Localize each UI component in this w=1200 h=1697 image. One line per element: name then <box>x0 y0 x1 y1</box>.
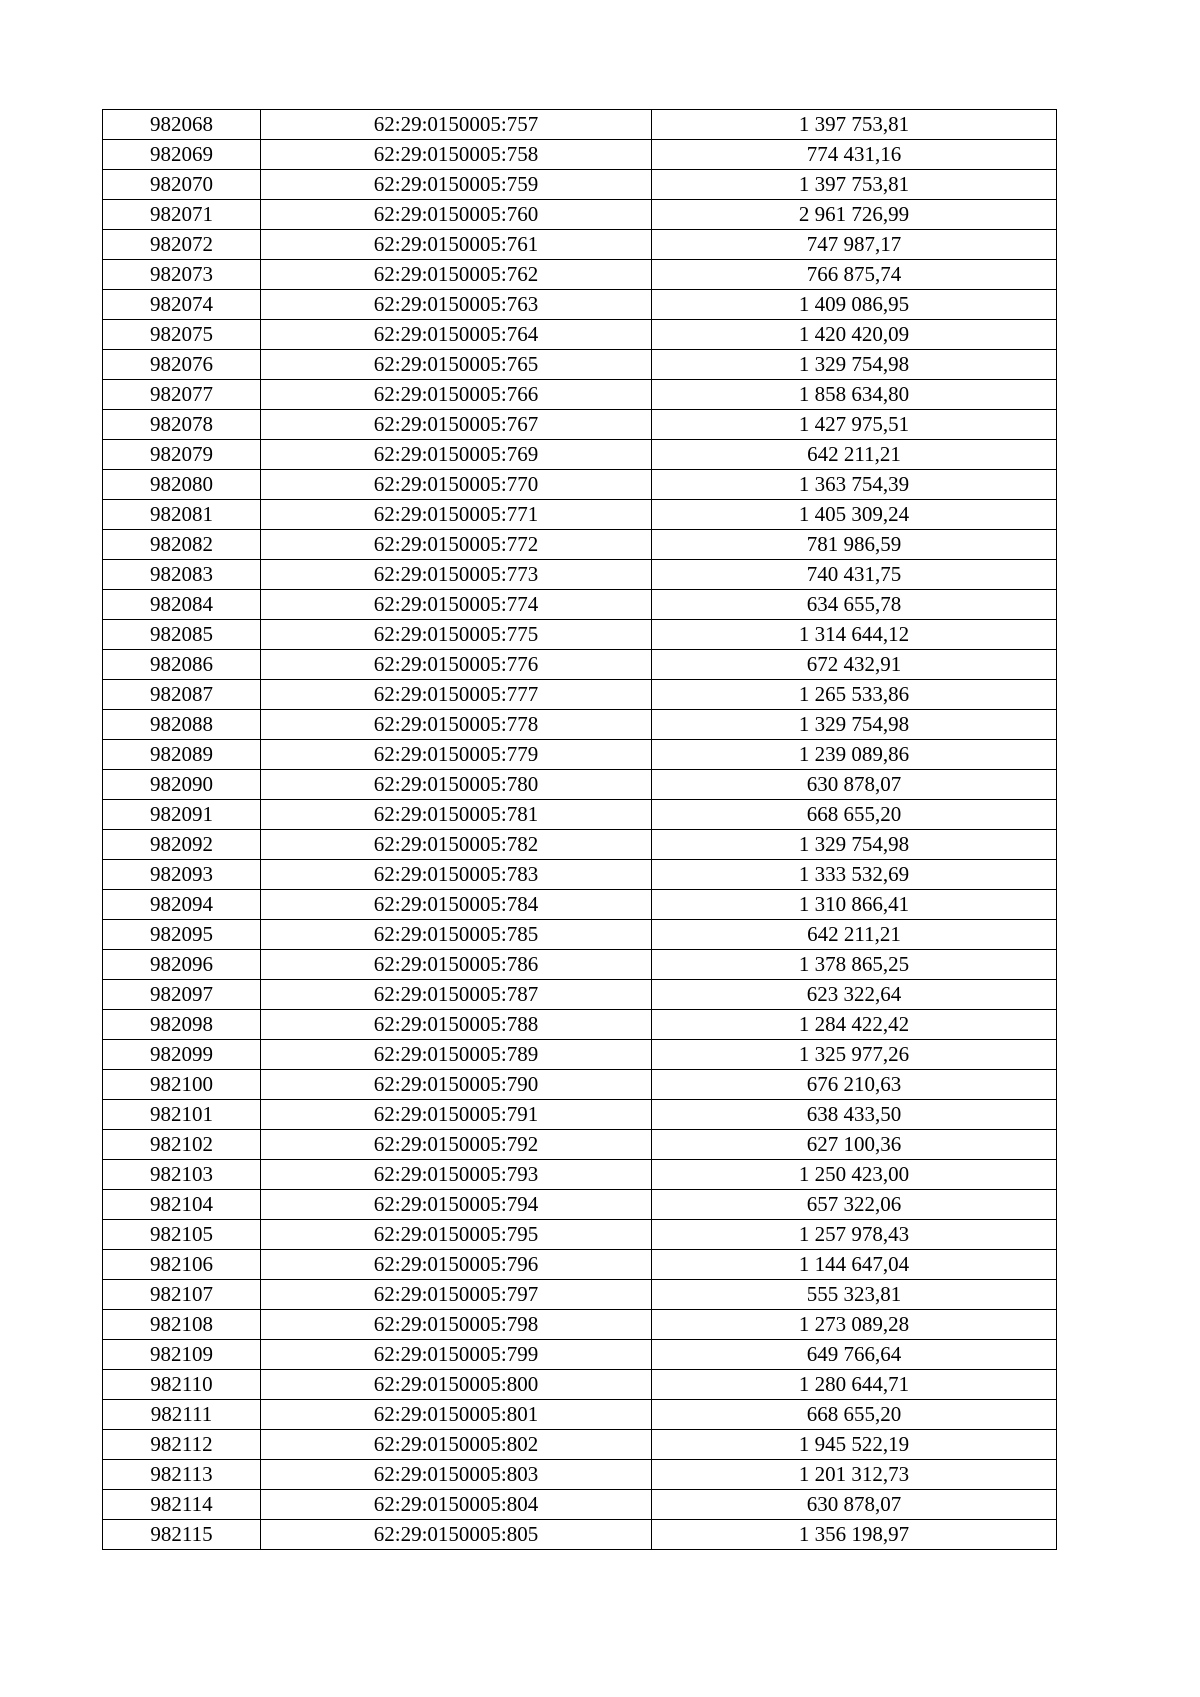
cadastral-value-cell: 1 397 753,81 <box>652 170 1057 200</box>
cadastral-value-cell: 630 878,07 <box>652 770 1057 800</box>
cadastral-number-cell: 62:29:0150005:793 <box>261 1160 652 1190</box>
table-row <box>103 680 1057 710</box>
row-number-cell: 982088 <box>103 710 261 740</box>
cadastral-value-cell: 1 284 422,42 <box>652 1010 1057 1040</box>
cadastral-number-cell: 62:29:0150005:771 <box>261 500 652 530</box>
cadastral-number-cell: 62:29:0150005:761 <box>261 230 652 260</box>
table-row <box>103 1340 1057 1370</box>
row-number-cell: 982106 <box>103 1250 261 1280</box>
cadastral-value-cell: 1 329 754,98 <box>652 830 1057 860</box>
table-row <box>103 470 1057 500</box>
row-number-cell: 982104 <box>103 1190 261 1220</box>
cadastral-number-cell: 62:29:0150005:758 <box>261 140 652 170</box>
cadastral-value-cell: 1 201 312,73 <box>652 1460 1057 1490</box>
row-number-cell: 982070 <box>103 170 261 200</box>
table-row <box>103 830 1057 860</box>
row-number-cell: 982093 <box>103 860 261 890</box>
table-row <box>103 920 1057 950</box>
cadastral-number-cell: 62:29:0150005:805 <box>261 1520 652 1550</box>
cadastral-number-cell: 62:29:0150005:772 <box>261 530 652 560</box>
table-row <box>103 980 1057 1010</box>
row-number-cell: 982074 <box>103 290 261 320</box>
table-row <box>103 1010 1057 1040</box>
cadastral-value-cell: 676 210,63 <box>652 1070 1057 1100</box>
cadastral-number-cell: 62:29:0150005:784 <box>261 890 652 920</box>
cadastral-value-cell: 1 363 754,39 <box>652 470 1057 500</box>
table-row <box>103 1160 1057 1190</box>
table-row <box>103 800 1057 830</box>
row-number-cell: 982092 <box>103 830 261 860</box>
row-number-cell: 982078 <box>103 410 261 440</box>
table-row <box>103 230 1057 260</box>
row-number-cell: 982098 <box>103 1010 261 1040</box>
row-number-cell: 982087 <box>103 680 261 710</box>
table-row <box>103 1460 1057 1490</box>
row-number-cell: 982111 <box>103 1400 261 1430</box>
cadastral-value-cell: 1 405 309,24 <box>652 500 1057 530</box>
row-number-cell: 982095 <box>103 920 261 950</box>
cadastral-number-cell: 62:29:0150005:802 <box>261 1430 652 1460</box>
table-row <box>103 1310 1057 1340</box>
cadastral-number-cell: 62:29:0150005:783 <box>261 860 652 890</box>
cadastral-value-cell: 1 333 532,69 <box>652 860 1057 890</box>
cadastral-value-cell: 1 329 754,98 <box>652 350 1057 380</box>
row-number-cell: 982094 <box>103 890 261 920</box>
cadastral-value-cell: 1 427 975,51 <box>652 410 1057 440</box>
table-row <box>103 440 1057 470</box>
cadastral-number-cell: 62:29:0150005:764 <box>261 320 652 350</box>
cadastral-number-cell: 62:29:0150005:765 <box>261 350 652 380</box>
table-row <box>103 590 1057 620</box>
row-number-cell: 982109 <box>103 1340 261 1370</box>
cadastral-value-cell: 672 432,91 <box>652 650 1057 680</box>
cadastral-number-cell: 62:29:0150005:781 <box>261 800 652 830</box>
cadastral-number-cell: 62:29:0150005:780 <box>261 770 652 800</box>
cadastral-value-cell: 1 325 977,26 <box>652 1040 1057 1070</box>
cadastral-value-cell: 1 280 644,71 <box>652 1370 1057 1400</box>
cadastral-number-cell: 62:29:0150005:774 <box>261 590 652 620</box>
cadastral-value-cell: 657 322,06 <box>652 1190 1057 1220</box>
table-row <box>103 320 1057 350</box>
row-number-cell: 982091 <box>103 800 261 830</box>
cadastral-number-cell: 62:29:0150005:786 <box>261 950 652 980</box>
cadastral-value-cell: 668 655,20 <box>652 1400 1057 1430</box>
cadastral-number-cell: 62:29:0150005:767 <box>261 410 652 440</box>
row-number-cell: 982112 <box>103 1430 261 1460</box>
table-row <box>103 710 1057 740</box>
table-row <box>103 200 1057 230</box>
table-row <box>103 530 1057 560</box>
row-number-cell: 982079 <box>103 440 261 470</box>
table-row <box>103 260 1057 290</box>
cadastral-value-cell: 1 250 423,00 <box>652 1160 1057 1190</box>
cadastral-value-cell: 766 875,74 <box>652 260 1057 290</box>
cadastral-value-cell: 1 420 420,09 <box>652 320 1057 350</box>
cadastral-value-cell: 1 144 647,04 <box>652 1250 1057 1280</box>
cadastral-number-cell: 62:29:0150005:804 <box>261 1490 652 1520</box>
cadastral-number-cell: 62:29:0150005:803 <box>261 1460 652 1490</box>
cadastral-value-cell: 774 431,16 <box>652 140 1057 170</box>
cadastral-number-cell: 62:29:0150005:775 <box>261 620 652 650</box>
row-number-cell: 982080 <box>103 470 261 500</box>
table-row <box>103 170 1057 200</box>
row-number-cell: 982089 <box>103 740 261 770</box>
cadastral-number-cell: 62:29:0150005:787 <box>261 980 652 1010</box>
row-number-cell: 982110 <box>103 1370 261 1400</box>
row-number-cell: 982113 <box>103 1460 261 1490</box>
table-row <box>103 500 1057 530</box>
table-row <box>103 1280 1057 1310</box>
table-row <box>103 620 1057 650</box>
cadastral-number-cell: 62:29:0150005:769 <box>261 440 652 470</box>
table-row <box>103 1430 1057 1460</box>
cadastral-number-cell: 62:29:0150005:789 <box>261 1040 652 1070</box>
cadastral-number-cell: 62:29:0150005:766 <box>261 380 652 410</box>
cadastral-value-cell: 1 273 089,28 <box>652 1310 1057 1340</box>
row-number-cell: 982108 <box>103 1310 261 1340</box>
row-number-cell: 982071 <box>103 200 261 230</box>
row-number-cell: 982085 <box>103 620 261 650</box>
cadastral-number-cell: 62:29:0150005:778 <box>261 710 652 740</box>
row-number-cell: 982101 <box>103 1100 261 1130</box>
cadastral-number-cell: 62:29:0150005:788 <box>261 1010 652 1040</box>
cadastral-number-cell: 62:29:0150005:760 <box>261 200 652 230</box>
cadastral-value-table <box>102 109 1057 1550</box>
table-row <box>103 950 1057 980</box>
cadastral-value-cell: 642 211,21 <box>652 920 1057 950</box>
cadastral-number-cell: 62:29:0150005:801 <box>261 1400 652 1430</box>
table-row <box>103 380 1057 410</box>
cadastral-value-cell: 1 378 865,25 <box>652 950 1057 980</box>
cadastral-number-cell: 62:29:0150005:762 <box>261 260 652 290</box>
cadastral-value-cell: 1 409 086,95 <box>652 290 1057 320</box>
row-number-cell: 982083 <box>103 560 261 590</box>
table-row <box>103 1040 1057 1070</box>
table-row <box>103 1100 1057 1130</box>
row-number-cell: 982114 <box>103 1490 261 1520</box>
cadastral-value-cell: 649 766,64 <box>652 1340 1057 1370</box>
cadastral-value-cell: 1 356 198,97 <box>652 1520 1057 1550</box>
row-number-cell: 982082 <box>103 530 261 560</box>
cadastral-number-cell: 62:29:0150005:763 <box>261 290 652 320</box>
table-row <box>103 290 1057 320</box>
cadastral-value-cell: 627 100,36 <box>652 1130 1057 1160</box>
row-number-cell: 982086 <box>103 650 261 680</box>
cadastral-number-cell: 62:29:0150005:799 <box>261 1340 652 1370</box>
row-number-cell: 982100 <box>103 1070 261 1100</box>
row-number-cell: 982103 <box>103 1160 261 1190</box>
row-number-cell: 982068 <box>103 110 261 140</box>
cadastral-number-cell: 62:29:0150005:782 <box>261 830 652 860</box>
cadastral-number-cell: 62:29:0150005:757 <box>261 110 652 140</box>
row-number-cell: 982090 <box>103 770 261 800</box>
cadastral-number-cell: 62:29:0150005:796 <box>261 1250 652 1280</box>
table-row <box>103 1070 1057 1100</box>
table-row <box>103 140 1057 170</box>
cadastral-value-cell: 1 265 533,86 <box>652 680 1057 710</box>
table-row <box>103 1220 1057 1250</box>
row-number-cell: 982081 <box>103 500 261 530</box>
cadastral-value-cell: 1 397 753,81 <box>652 110 1057 140</box>
cadastral-value-cell: 1 314 644,12 <box>652 620 1057 650</box>
row-number-cell: 982099 <box>103 1040 261 1070</box>
row-number-cell: 982107 <box>103 1280 261 1310</box>
cadastral-number-cell: 62:29:0150005:777 <box>261 680 652 710</box>
row-number-cell: 982072 <box>103 230 261 260</box>
table-row <box>103 770 1057 800</box>
row-number-cell: 982097 <box>103 980 261 1010</box>
cadastral-number-cell: 62:29:0150005:800 <box>261 1370 652 1400</box>
cadastral-value-cell: 634 655,78 <box>652 590 1057 620</box>
cadastral-value-cell: 2 961 726,99 <box>652 200 1057 230</box>
cadastral-number-cell: 62:29:0150005:776 <box>261 650 652 680</box>
cadastral-value-cell: 781 986,59 <box>652 530 1057 560</box>
cadastral-value-cell: 642 211,21 <box>652 440 1057 470</box>
table-row <box>103 350 1057 380</box>
cadastral-value-cell: 630 878,07 <box>652 1490 1057 1520</box>
cadastral-number-cell: 62:29:0150005:791 <box>261 1100 652 1130</box>
table-body <box>103 110 1057 1550</box>
table-row <box>103 1400 1057 1430</box>
row-number-cell: 982077 <box>103 380 261 410</box>
row-number-cell: 982076 <box>103 350 261 380</box>
row-number-cell: 982115 <box>103 1520 261 1550</box>
cadastral-value-cell: 1 310 866,41 <box>652 890 1057 920</box>
cadastral-value-cell: 1 239 089,86 <box>652 740 1057 770</box>
cadastral-value-cell: 555 323,81 <box>652 1280 1057 1310</box>
cadastral-value-cell: 1 945 522,19 <box>652 1430 1057 1460</box>
table-row <box>103 1370 1057 1400</box>
table-row <box>103 890 1057 920</box>
table-row <box>103 740 1057 770</box>
row-number-cell: 982073 <box>103 260 261 290</box>
row-number-cell: 982096 <box>103 950 261 980</box>
cadastral-number-cell: 62:29:0150005:785 <box>261 920 652 950</box>
row-number-cell: 982102 <box>103 1130 261 1160</box>
row-number-cell: 982069 <box>103 140 261 170</box>
cadastral-number-cell: 62:29:0150005:798 <box>261 1310 652 1340</box>
cadastral-number-cell: 62:29:0150005:773 <box>261 560 652 590</box>
cadastral-number-cell: 62:29:0150005:759 <box>261 170 652 200</box>
cadastral-number-cell: 62:29:0150005:770 <box>261 470 652 500</box>
cadastral-number-cell: 62:29:0150005:792 <box>261 1130 652 1160</box>
row-number-cell: 982105 <box>103 1220 261 1250</box>
cadastral-value-cell: 1 858 634,80 <box>652 380 1057 410</box>
table-row <box>103 860 1057 890</box>
table-row <box>103 1190 1057 1220</box>
table-row <box>103 1250 1057 1280</box>
cadastral-number-cell: 62:29:0150005:795 <box>261 1220 652 1250</box>
row-number-cell: 982075 <box>103 320 261 350</box>
cadastral-value-cell: 623 322,64 <box>652 980 1057 1010</box>
table-row <box>103 1130 1057 1160</box>
table-row <box>103 410 1057 440</box>
cadastral-number-cell: 62:29:0150005:794 <box>261 1190 652 1220</box>
row-number-cell: 982084 <box>103 590 261 620</box>
table-row <box>103 1490 1057 1520</box>
cadastral-value-cell: 1 257 978,43 <box>652 1220 1057 1250</box>
cadastral-value-cell: 668 655,20 <box>652 800 1057 830</box>
table-row <box>103 650 1057 680</box>
cadastral-value-cell: 1 329 754,98 <box>652 710 1057 740</box>
cadastral-number-cell: 62:29:0150005:779 <box>261 740 652 770</box>
cadastral-value-cell: 740 431,75 <box>652 560 1057 590</box>
table-row <box>103 560 1057 590</box>
cadastral-value-cell: 747 987,17 <box>652 230 1057 260</box>
table-row <box>103 110 1057 140</box>
cadastral-value-cell: 638 433,50 <box>652 1100 1057 1130</box>
cadastral-number-cell: 62:29:0150005:790 <box>261 1070 652 1100</box>
table-row <box>103 1520 1057 1550</box>
cadastral-number-cell: 62:29:0150005:797 <box>261 1280 652 1310</box>
